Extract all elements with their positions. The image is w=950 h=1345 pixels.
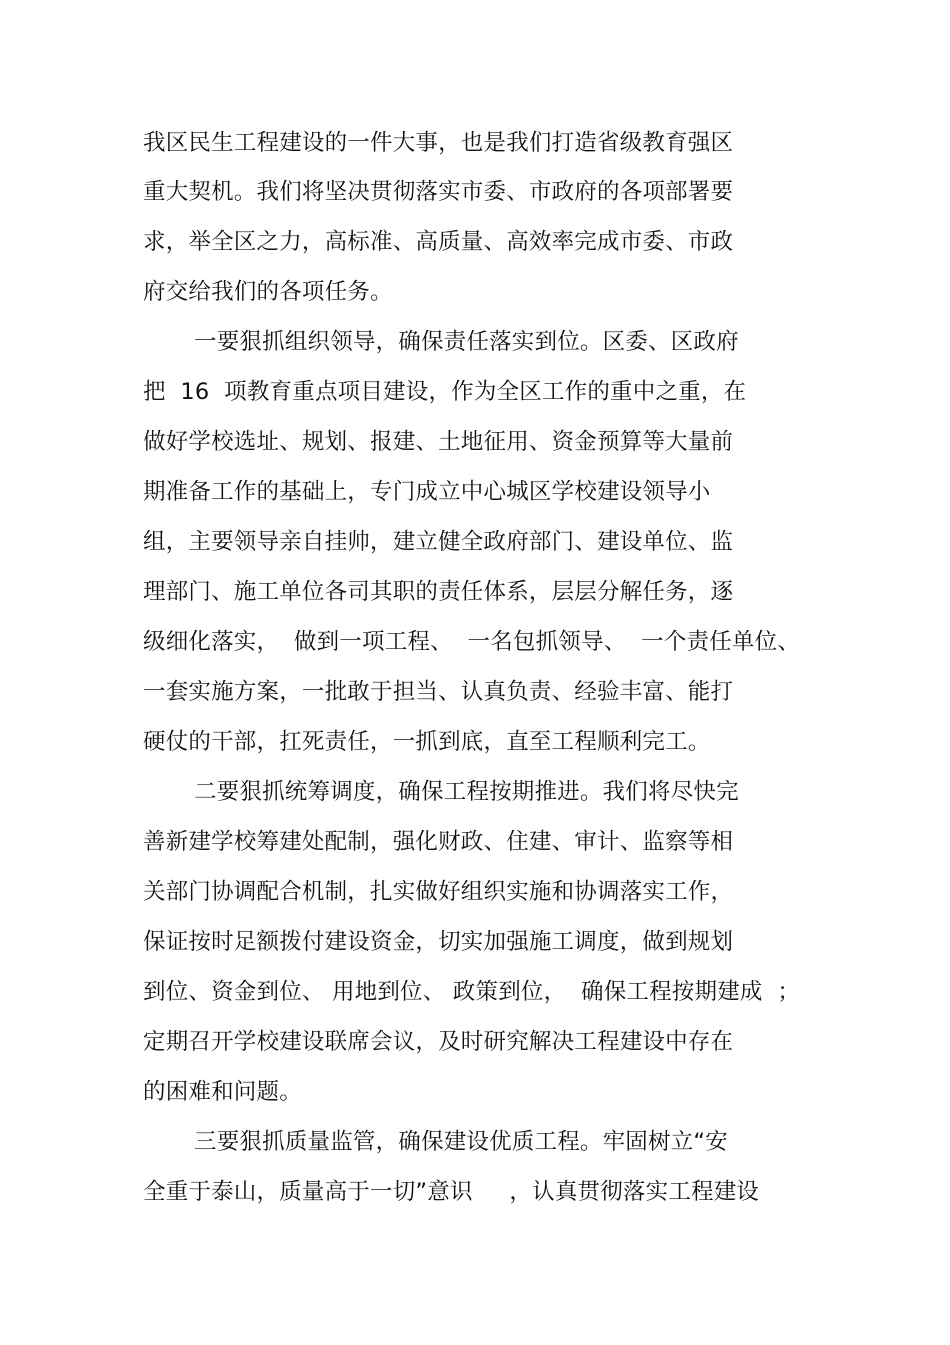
text-line: 理部门、施工单位各司其职的责任体系，层层分解任务，逐 [143,579,734,605]
text-line: 我区民生工程建设的一件大事，也是我们打造省级教育强区 [143,130,734,156]
text-line: 的困难和问题。 [143,1079,302,1105]
text-line: 组，主要领导亲自挂帅，建立健全政府部门、建设单位、监 [143,529,734,555]
paragraph-first-line: 二要狠抓统筹调度，确保工程按期推进。我们将尽快完 [194,779,739,805]
text-line: 保证按时足额拨付建设资金，切实加强施工调度，做到规划 [143,929,734,955]
text-line: 府交给我们的各项任务。 [143,279,393,305]
text-line: 期准备工作的基础上，专门成立中心城区学校建设领导小 [143,479,711,505]
text-line: 重大契机。我们将坚决贯彻落实市委、市政府的各项部署要 [143,179,734,205]
text-line: 关部门协调配合机制，扎实做好组织实施和协调落实工作， [143,879,734,905]
text-line: 求，举全区之力，高标准、高质量、高效率完成市委、市政 [143,229,734,255]
paragraph-first-line: 一要狠抓组织领导，确保责任落实到位。区委、区政府 [194,329,739,355]
text-line: 一套实施方案，一批敢于担当、认真负责、经验丰富、能打 [143,679,734,705]
paragraph-first-line: 三要狠抓质量监管，确保建设优质工程。牢固树立“安 [194,1129,728,1155]
text-line: 全重于泰山，质量高于一切”意识 ，认真贯彻落实工程建设 [143,1179,760,1205]
text-line: 做好学校选址、规划、报建、土地征用、资金预算等大量前 [143,429,734,455]
text-line: 到位、资金到位、 用地到位、 政策到位， 确保工程按期建成 ； [143,979,801,1005]
text-line: 硬仗的干部，扛死责任，一抓到底，直至工程顺利完工。 [143,729,711,755]
text-line: 定期召开学校建设联席会议，及时研究解决工程建设中存在 [143,1029,734,1055]
text-line: 级细化落实， 做到一项工程、 一名包抓领导、 一个责任单位、 [143,629,801,655]
text-line: 把 16 项教育重点项目建设，作为全区工作的重中之重，在 [143,379,747,405]
text-line: 善新建学校筹建处配制，强化财政、住建、审计、监察等相 [143,829,734,855]
